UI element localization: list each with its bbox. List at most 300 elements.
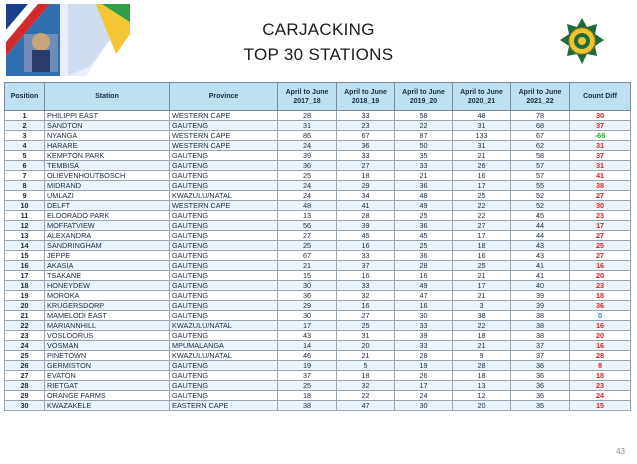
count-2021-22-cell: 57 [511,171,570,181]
count-2017-18-cell: 39 [278,151,337,161]
table-row [5,221,631,231]
count-2017-18-cell: 15 [278,271,337,281]
count-2017-18-cell: 13 [278,211,337,221]
count-2017-18-cell: 24 [278,191,337,201]
count-2020-21-cell: 21 [453,291,511,301]
province-cell: GAUTENG [170,181,278,191]
count-2021-22-cell: 58 [511,151,570,161]
count-2018-19-cell: 29 [337,181,395,191]
count-2019-20-cell: 45 [395,231,453,241]
count-2019-20-cell: 50 [395,141,453,151]
count-2018-19-cell: 16 [337,271,395,281]
count-diff-cell: 31 [570,161,631,171]
count-2018-19-cell: 33 [337,151,395,161]
position-cell: 2 [5,121,45,131]
count-diff-cell: 28 [570,351,631,361]
position-cell: 28 [5,381,45,391]
count-2021-22-cell: 39 [511,291,570,301]
station-cell: RIETGAT [45,381,170,391]
station-cell: ELDORADO PARK [45,211,170,221]
count-2019-20-cell: 33 [395,321,453,331]
count-2021-22-cell: 67 [511,131,570,141]
count-2018-19-cell: 45 [337,231,395,241]
top-stations-table [4,82,631,411]
count-2021-22-cell: 37 [511,341,570,351]
header-2021-22 [511,83,570,111]
province-cell: GAUTENG [170,281,278,291]
province-cell: WESTERN CAPE [170,111,278,121]
count-2019-20-cell: 39 [395,331,453,341]
count-diff-cell: 18 [570,371,631,381]
table-row [5,301,631,311]
province-cell: WESTERN CAPE [170,131,278,141]
table-row [5,241,631,251]
count-2019-20-cell: 87 [395,131,453,141]
table-row [5,371,631,381]
province-cell: GAUTENG [170,231,278,241]
count-diff-cell: 16 [570,341,631,351]
count-2020-21-cell: 16 [453,251,511,261]
page-number: 43 [616,447,625,456]
count-diff-cell: 37 [570,121,631,131]
count-2018-19-cell: 16 [337,241,395,251]
station-cell: KEMPTON PARK [45,151,170,161]
position-cell: 10 [5,201,45,211]
station-cell: OLIEVENHOUTBOSCH [45,171,170,181]
count-2021-22-cell: 38 [511,311,570,321]
count-diff-cell: 23 [570,381,631,391]
count-2019-20-cell: 35 [395,151,453,161]
count-2017-18-cell: 67 [278,251,337,261]
table-row [5,171,631,181]
station-cell: DELFT [45,201,170,211]
count-2018-19-cell: 20 [337,341,395,351]
province-cell: KWAZULU/NATAL [170,191,278,201]
header-2017-18 [278,83,337,111]
station-cell: HARARE [45,141,170,151]
table-row [5,361,631,371]
count-2019-20-cell: 21 [395,171,453,181]
position-cell: 9 [5,191,45,201]
header-2018-19-line1: April to June [344,88,387,96]
province-cell: GAUTENG [170,371,278,381]
station-cell: NYANGA [45,131,170,141]
position-cell: 16 [5,261,45,271]
count-diff-cell: 27 [570,231,631,241]
count-2018-19-cell: 33 [337,251,395,261]
count-2020-21-cell: 20 [453,401,511,411]
count-2021-22-cell: 36 [511,381,570,391]
count-2021-22-cell: 39 [511,301,570,311]
count-2019-20-cell: 33 [395,341,453,351]
count-diff-cell: 16 [570,261,631,271]
table-row [5,201,631,211]
header-2019-20-line1: April to June [402,88,445,96]
saps-banner-logo [6,4,130,76]
header-2018-19-line2: 2018_19 [351,97,380,105]
header-2019-20 [395,83,453,111]
count-2021-22-cell: 45 [511,211,570,221]
position-cell: 18 [5,281,45,291]
station-cell: TSAKANE [45,271,170,281]
position-cell: 20 [5,301,45,311]
table-row [5,381,631,391]
count-diff-cell: 31 [570,141,631,151]
count-2018-19-cell: 16 [337,301,395,311]
count-2020-21-cell: 22 [453,211,511,221]
count-diff-cell: 37 [570,151,631,161]
count-2019-20-cell: 49 [395,201,453,211]
table-row [5,281,631,291]
header-position: Position [5,83,45,111]
station-cell: PINETOWN [45,351,170,361]
count-2020-21-cell: 133 [453,131,511,141]
page-subtitle: TOP 30 STATIONS [243,45,394,64]
count-2019-20-cell: 24 [395,391,453,401]
count-diff-cell: 0 [570,311,631,321]
count-2018-19-cell: 39 [337,221,395,231]
station-cell: MOFFATVIEW [45,221,170,231]
count-2021-22-cell: 68 [511,121,570,131]
count-diff-cell: 24 [570,391,631,401]
header-province: Province [170,83,278,111]
count-2017-18-cell: 30 [278,311,337,321]
position-cell: 11 [5,211,45,221]
count-2017-18-cell: 25 [278,171,337,181]
station-cell: GERMISTON [45,361,170,371]
count-diff-cell: 23 [570,211,631,221]
count-diff-cell: 8 [570,361,631,371]
province-cell: GAUTENG [170,291,278,301]
table-row [5,351,631,361]
table-row [5,321,631,331]
count-2020-21-cell: 25 [453,261,511,271]
count-2017-18-cell: 46 [278,351,337,361]
position-cell: 24 [5,341,45,351]
station-cell: JEPPE [45,251,170,261]
count-2019-20-cell: 25 [395,241,453,251]
count-2021-22-cell: 40 [511,281,570,291]
count-diff-cell: 38 [570,181,631,191]
province-cell: MPUMALANGA [170,341,278,351]
header-count-diff: Count Diff [570,83,631,111]
count-2017-18-cell: 43 [278,331,337,341]
position-cell: 6 [5,161,45,171]
count-diff-cell: 18 [570,291,631,301]
position-cell: 1 [5,111,45,121]
station-cell: HONEYDEW [45,281,170,291]
header-2018-19 [337,83,395,111]
count-2018-19-cell: 31 [337,331,395,341]
count-2018-19-cell: 23 [337,121,395,131]
count-2019-20-cell: 26 [395,371,453,381]
header-2017-18-line1: April to June [285,88,329,96]
count-2019-20-cell: 28 [395,261,453,271]
count-2021-22-cell: 57 [511,161,570,171]
count-2020-21-cell: 17 [453,181,511,191]
count-2019-20-cell: 36 [395,181,453,191]
count-2017-18-cell: 56 [278,221,337,231]
table-row [5,391,631,401]
count-diff-cell: 17 [570,221,631,231]
count-2017-18-cell: 18 [278,391,337,401]
count-2020-21-cell: 22 [453,321,511,331]
count-diff-cell: 23 [570,281,631,291]
table-row [5,291,631,301]
province-cell: GAUTENG [170,161,278,171]
count-2017-18-cell: 21 [278,261,337,271]
count-2018-19-cell: 41 [337,201,395,211]
station-cell: MOROKA [45,291,170,301]
count-diff-cell: 25 [570,241,631,251]
count-2017-18-cell: 48 [278,201,337,211]
count-diff-cell: 27 [570,191,631,201]
count-2017-18-cell: 29 [278,301,337,311]
station-cell: ORANGE FARMS [45,391,170,401]
header-2021-22-line1: April to June [518,88,562,96]
province-cell: GAUTENG [170,151,278,161]
count-2018-19-cell: 18 [337,171,395,181]
count-2018-19-cell: 21 [337,351,395,361]
position-cell: 25 [5,351,45,361]
station-cell: TEMBISA [45,161,170,171]
count-2018-19-cell: 67 [337,131,395,141]
province-cell: GAUTENG [170,221,278,231]
table-row [5,141,631,151]
count-diff-cell: 27 [570,251,631,261]
count-2017-18-cell: 28 [278,111,337,121]
count-2020-21-cell: 18 [453,331,511,341]
count-2021-22-cell: 38 [511,331,570,341]
station-cell: VOSLOORUS [45,331,170,341]
table-row [5,121,631,131]
position-cell: 26 [5,361,45,371]
count-2017-18-cell: 36 [278,291,337,301]
count-2020-21-cell: 17 [453,231,511,241]
count-2018-19-cell: 32 [337,381,395,391]
count-diff-cell: 15 [570,401,631,411]
count-2018-19-cell: 36 [337,141,395,151]
station-cell: SANDTON [45,121,170,131]
province-cell: GAUTENG [170,251,278,261]
count-2019-20-cell: 30 [395,311,453,321]
count-2017-18-cell: 27 [278,231,337,241]
table-body [5,111,631,411]
table-row [5,161,631,171]
table-row [5,331,631,341]
count-2020-21-cell: 26 [453,161,511,171]
count-2020-21-cell: 13 [453,381,511,391]
count-2021-22-cell: 36 [511,371,570,381]
station-cell: MIDRAND [45,181,170,191]
count-2017-18-cell: 24 [278,181,337,191]
count-2017-18-cell: 37 [278,371,337,381]
count-2020-21-cell: 25 [453,191,511,201]
count-2019-20-cell: 16 [395,301,453,311]
count-2020-21-cell: 38 [453,311,511,321]
header-2020-21 [453,83,511,111]
count-2018-19-cell: 32 [337,291,395,301]
province-cell: GAUTENG [170,171,278,181]
position-cell: 19 [5,291,45,301]
count-diff-cell: 20 [570,271,631,281]
count-2020-21-cell: 31 [453,121,511,131]
count-2019-20-cell: 47 [395,291,453,301]
header-2019-20-line2: 2019_20 [409,97,438,105]
station-cell: AKASIA [45,261,170,271]
count-2018-19-cell: 5 [337,361,395,371]
position-cell: 27 [5,371,45,381]
count-2019-20-cell: 17 [395,381,453,391]
count-diff-cell: -66 [570,131,631,141]
count-2021-22-cell: 36 [511,391,570,401]
count-2017-18-cell: 24 [278,141,337,151]
count-2019-20-cell: 19 [395,361,453,371]
position-cell: 4 [5,141,45,151]
count-2019-20-cell: 36 [395,221,453,231]
count-2018-19-cell: 33 [337,281,395,291]
province-cell: GAUTENG [170,241,278,251]
station-cell: UMLAZI [45,191,170,201]
position-cell: 8 [5,181,45,191]
count-2021-22-cell: 35 [511,401,570,411]
position-cell: 3 [5,131,45,141]
count-2017-18-cell: 25 [278,381,337,391]
station-cell: MARIANNHILL [45,321,170,331]
count-2021-22-cell: 41 [511,261,570,271]
count-2018-19-cell: 34 [337,191,395,201]
count-2021-22-cell: 44 [511,231,570,241]
count-2021-22-cell: 44 [511,221,570,231]
province-cell: GAUTENG [170,301,278,311]
province-cell: GAUTENG [170,211,278,221]
count-2017-18-cell: 25 [278,241,337,251]
province-cell: GAUTENG [170,381,278,391]
count-2020-21-cell: 3 [453,301,511,311]
table-row [5,401,631,411]
count-diff-cell: 41 [570,171,631,181]
position-cell: 14 [5,241,45,251]
table-row [5,151,631,161]
table-row [5,111,631,121]
table-row [5,231,631,241]
count-2020-21-cell: 17 [453,281,511,291]
count-2019-20-cell: 33 [395,161,453,171]
count-2020-21-cell: 31 [453,141,511,151]
count-2019-20-cell: 16 [395,271,453,281]
province-cell: EASTERN CAPE [170,401,278,411]
position-cell: 7 [5,171,45,181]
count-2020-21-cell: 48 [453,111,511,121]
province-cell: GAUTENG [170,391,278,401]
table-row [5,131,631,141]
count-2018-19-cell: 22 [337,391,395,401]
count-2017-18-cell: 36 [278,161,337,171]
count-2017-18-cell: 19 [278,361,337,371]
count-2020-21-cell: 27 [453,221,511,231]
count-2019-20-cell: 22 [395,121,453,131]
count-2019-20-cell: 30 [395,401,453,411]
count-2017-18-cell: 38 [278,401,337,411]
province-cell: KWAZULU/NATAL [170,351,278,361]
count-2020-21-cell: 9 [453,351,511,361]
count-2021-22-cell: 36 [511,361,570,371]
station-cell: VOSMAN [45,341,170,351]
count-2020-21-cell: 18 [453,241,511,251]
count-2017-18-cell: 30 [278,281,337,291]
count-2019-20-cell: 58 [395,111,453,121]
count-2020-21-cell: 22 [453,201,511,211]
province-cell: GAUTENG [170,311,278,321]
count-2019-20-cell: 48 [395,191,453,201]
table-row [5,181,631,191]
header-2021-22-line2: 2021_22 [526,97,554,105]
station-cell: PHILIPPI EAST [45,111,170,121]
count-2021-22-cell: 37 [511,351,570,361]
count-2017-18-cell: 17 [278,321,337,331]
header-2020-21-line2: 2020_21 [467,97,496,105]
table-row [5,251,631,261]
header-station: Station [45,83,170,111]
count-2019-20-cell: 28 [395,351,453,361]
station-cell: SANDRINGHAM [45,241,170,251]
table-row [5,271,631,281]
count-2020-21-cell: 21 [453,271,511,281]
count-2020-21-cell: 18 [453,371,511,381]
count-2019-20-cell: 25 [395,211,453,221]
position-cell: 13 [5,231,45,241]
position-cell: 21 [5,311,45,321]
table-row [5,341,631,351]
count-2020-21-cell: 12 [453,391,511,401]
count-2019-20-cell: 49 [395,281,453,291]
province-cell: WESTERN CAPE [170,141,278,151]
count-2021-22-cell: 52 [511,191,570,201]
count-2017-18-cell: 31 [278,121,337,131]
count-2017-18-cell: 14 [278,341,337,351]
count-diff-cell: 30 [570,201,631,211]
count-2020-21-cell: 21 [453,151,511,161]
count-2021-22-cell: 78 [511,111,570,121]
position-cell: 23 [5,331,45,341]
count-2021-22-cell: 43 [511,241,570,251]
count-diff-cell: 16 [570,321,631,331]
count-2018-19-cell: 27 [337,161,395,171]
station-cell: ALEXANDRA [45,231,170,241]
table-row [5,211,631,221]
count-2020-21-cell: 16 [453,171,511,181]
count-2017-18-cell: 86 [278,131,337,141]
count-diff-cell: 30 [570,111,631,121]
header-2017-18-line2: 2017_18 [293,97,321,105]
page-title: CARJACKING [262,20,375,39]
count-2020-21-cell: 28 [453,361,511,371]
table-row [5,261,631,271]
position-cell: 30 [5,401,45,411]
count-2019-20-cell: 36 [395,251,453,261]
count-2021-22-cell: 38 [511,321,570,331]
count-2021-22-cell: 43 [511,251,570,261]
position-cell: 12 [5,221,45,231]
province-cell: GAUTENG [170,331,278,341]
count-2018-19-cell: 47 [337,401,395,411]
count-2021-22-cell: 41 [511,271,570,281]
header-2020-21-line1: April to June [460,88,503,96]
count-2018-19-cell: 27 [337,311,395,321]
count-2021-22-cell: 55 [511,181,570,191]
province-cell: GAUTENG [170,361,278,371]
position-cell: 17 [5,271,45,281]
